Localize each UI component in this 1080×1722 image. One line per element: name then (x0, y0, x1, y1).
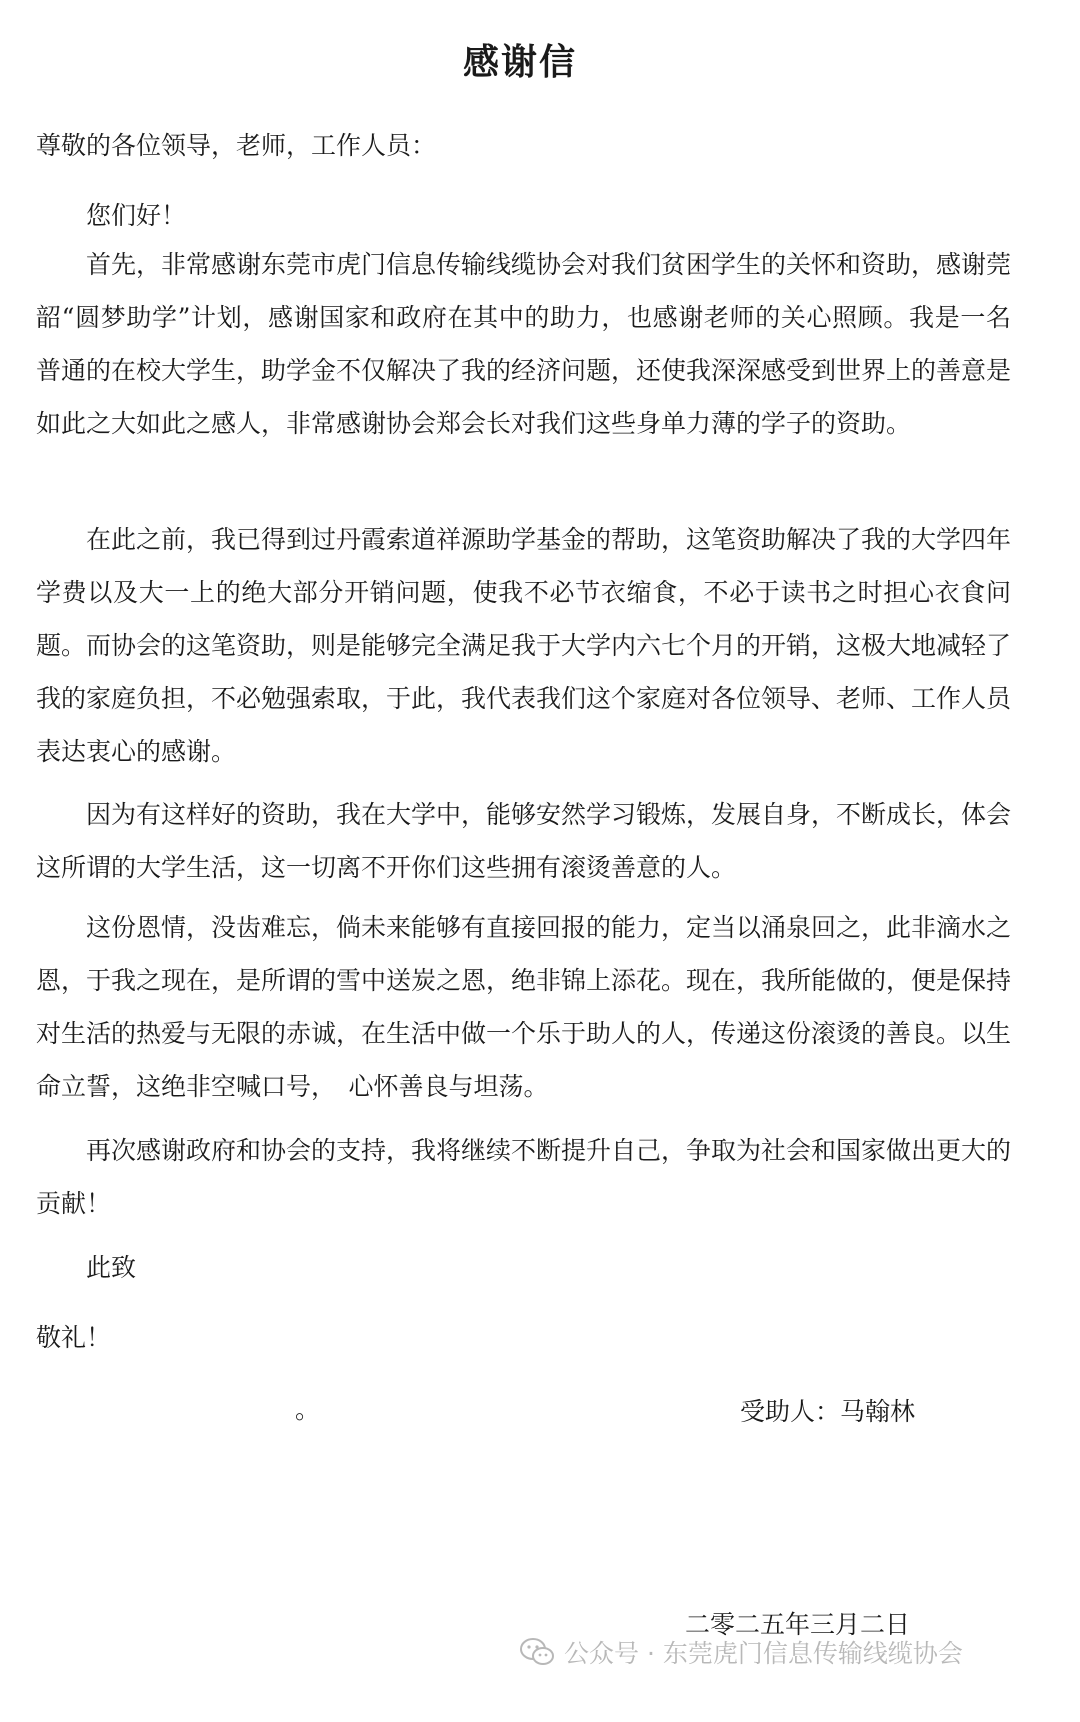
closing-line-2: 敬礼！ (36, 1323, 112, 1352)
closing-line-1: 此致 (86, 1253, 137, 1282)
stray-mark: 。 (295, 1395, 321, 1424)
wechat-icon (520, 1638, 554, 1666)
watermark (520, 1634, 963, 1670)
paragraph-1: 首先，非常感谢东莞市虎门信息传输线缆协会对我们贫困学生的关怀和资助，感谢莞韶“圆梦助学”计划，感谢国家和政府在其中的助力，也感谢老师的关心照顾。我是一名普通的在校大学生，助学金不仅解决了我的经济问题，还使我深深感受到世界上的善意是如此之大如此之感人，非常感谢协会郑会长对我们这些身单力薄的学子的资助。 (36, 250, 1012, 438)
paragraph-5: 再次感谢政府和协会的支持，我将继续不断提升自己，争取为社会和国家做出更大的贡献！ (36, 1136, 1012, 1218)
salutation: 尊敬的各位领导，老师，工作人员： (36, 131, 437, 160)
paragraph-2: 在此之前，我已得到过丹霞索道祥源助学基金的帮助，这笔资助解决了我的大学四年学费以及大一上的绝大部分开销问题，使我不必节衣缩食，不必于读书之时担心衣食问题。而协会的这笔资助，则是能够完全满足我于大学内六七个月的开销，这极大地减轻了我的家庭负担，不必勉强索取，于此，我代表我们这个家庭对各位领导、老师、工作人员表达衷心的感谢。 (36, 525, 1012, 766)
signature: 受助人：马翰林 (740, 1397, 916, 1426)
letter-date: 二零二五年三月二日 (685, 1610, 911, 1639)
watermark-text: 公众号 · 东莞虎门信息传输线缆协会 (564, 1639, 963, 1668)
paragraph-3: 因为有这样好的资助，我在大学中，能够安然学习锻炼，发展自身，不断成长，体会这所谓的大学生活，这一切离不开你们这些拥有滚烫善意的人。 (36, 800, 1012, 882)
paragraph-4: 这份恩情，没齿难忘，倘未来能够有直接回报的能力，定当以涌泉回之，此非滴水之恩，于我之现在，是所谓的雪中送炭之恩，绝非锦上添花。现在，我所能做的，便是保持对生活的热爱与无限的赤诚，在生活中做一个乐于助人的人，传递这份滚烫的善良。以生命立誓，这绝非空喊口号， 心怀善良与坦荡。 (36, 913, 1012, 1101)
greeting: 您们好！ (86, 201, 187, 230)
letter-title: 感谢信 (462, 42, 577, 83)
